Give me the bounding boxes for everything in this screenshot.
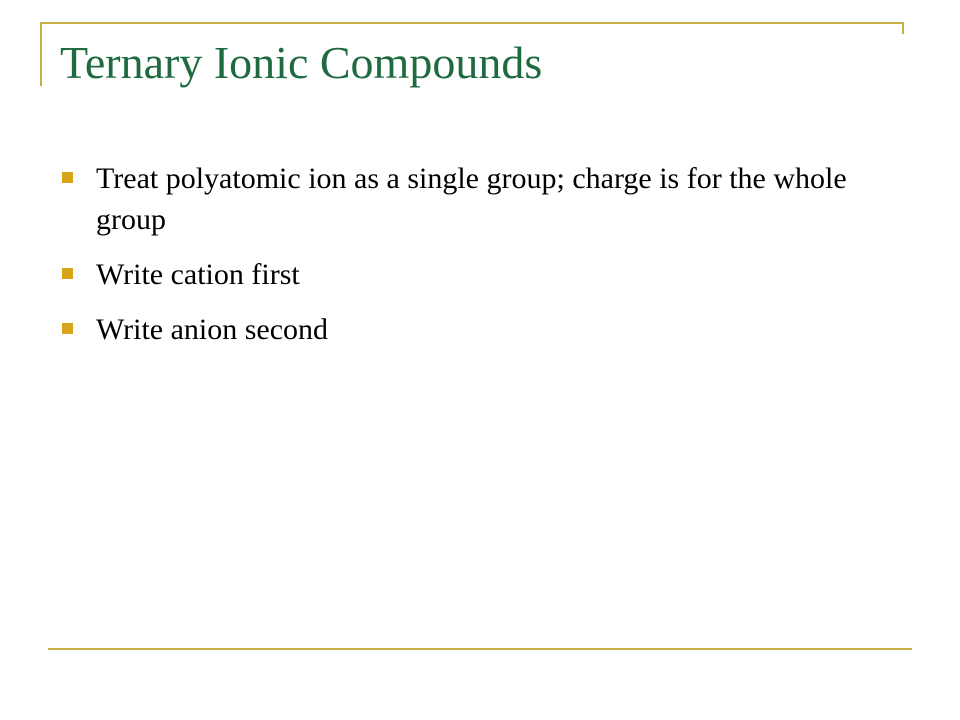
top-rule: [40, 22, 904, 24]
bullet-item: [62, 158, 882, 240]
square-bullet-icon: [62, 268, 73, 279]
bullet-text: Write anion second: [96, 313, 329, 346]
bullet-item: [62, 309, 882, 350]
square-bullet-icon: [62, 323, 73, 334]
bullet-list: [62, 158, 882, 364]
right-rule-stub: [902, 22, 904, 34]
bullet-text: Treat polyatomic ion as a single group; charge is for the whole group: [96, 162, 847, 236]
square-bullet-icon: [62, 172, 73, 183]
bottom-rule: [48, 648, 912, 650]
bullet-item: [62, 254, 882, 295]
slide-title: Ternary Ionic Compounds: [60, 37, 543, 88]
left-rule-stub: [40, 22, 42, 86]
bullet-text: Write cation first: [96, 258, 300, 291]
